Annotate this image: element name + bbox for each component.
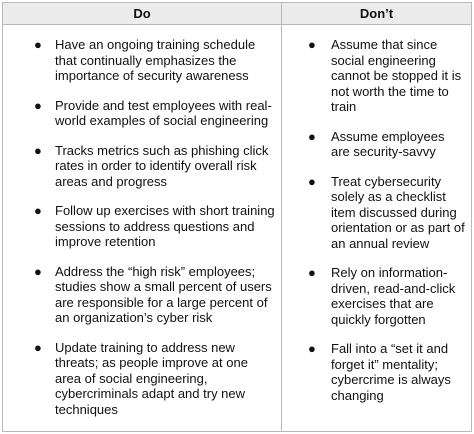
header-do: Do xyxy=(3,3,282,24)
do-item-text: Follow up exercises with short training sessions to address questions and improve retention xyxy=(55,203,275,249)
dont-item-text: Treat cybersecurity solely as a checklist item discussed during orientation or as part of an annual review xyxy=(331,173,465,251)
dont-list-item xyxy=(308,174,465,252)
dont-column xyxy=(282,25,471,431)
do-item-text: Tracks metrics such as phishing click rates in order to identify overall risk areas and progress xyxy=(55,142,269,189)
do-list-item xyxy=(34,203,275,250)
bullet-icon: ● xyxy=(308,173,316,189)
dont-item-text: Fall into a “set it and forget it” mentality; cybercrime is always changing xyxy=(331,341,451,403)
header-dont: Don’t xyxy=(359,6,394,21)
dont-list-item xyxy=(308,37,465,115)
bullet-icon: ● xyxy=(34,263,42,279)
bullet-icon: ● xyxy=(308,265,316,280)
bullet-icon: ● xyxy=(34,339,42,355)
do-list-item xyxy=(34,264,275,326)
do-item-text: Address the “high risk” employees; studies show a small percent of users are responsible for a large percent of an organization’s cyber risk xyxy=(55,263,272,325)
do-list-item xyxy=(34,143,275,190)
dont-item-text: Rely on information-driven, read-and-click exercises that are quickly forgotten xyxy=(331,265,456,327)
bullet-icon: ● xyxy=(308,128,316,144)
table-body-row xyxy=(3,25,471,431)
do-item-text: Have an ongoing training schedule that continually emphasizes the importance of security awareness xyxy=(55,37,256,83)
do-item-text: Provide and test employees with real-world examples of social engineering xyxy=(55,97,272,128)
bullet-icon: ● xyxy=(34,37,42,52)
do-column xyxy=(3,25,282,431)
do-item-text: Update training to address new threats; as people improve at one area of social engineering, cybercriminals adapt and try new techniques xyxy=(55,339,248,417)
dont-list-item xyxy=(308,265,465,327)
do-list xyxy=(34,37,275,417)
bullet-icon: ● xyxy=(34,203,42,218)
do-list-item xyxy=(34,340,275,418)
do-list-item xyxy=(34,98,275,129)
dont-list xyxy=(308,37,465,403)
dont-list-item xyxy=(308,341,465,403)
table-header-row xyxy=(3,3,471,25)
dont-item-text: Assume that since social engineering cannot be stopped it is not worth the time to train xyxy=(331,37,462,114)
bullet-icon: ● xyxy=(34,97,42,113)
dont-item-text: Assume employees are security-savvy xyxy=(331,128,445,159)
do-list-item xyxy=(34,37,275,84)
dont-list-item xyxy=(308,129,465,160)
bullet-icon: ● xyxy=(34,142,42,158)
do-dont-table xyxy=(2,2,472,432)
bullet-icon: ● xyxy=(308,37,316,52)
bullet-icon: ● xyxy=(308,341,316,356)
